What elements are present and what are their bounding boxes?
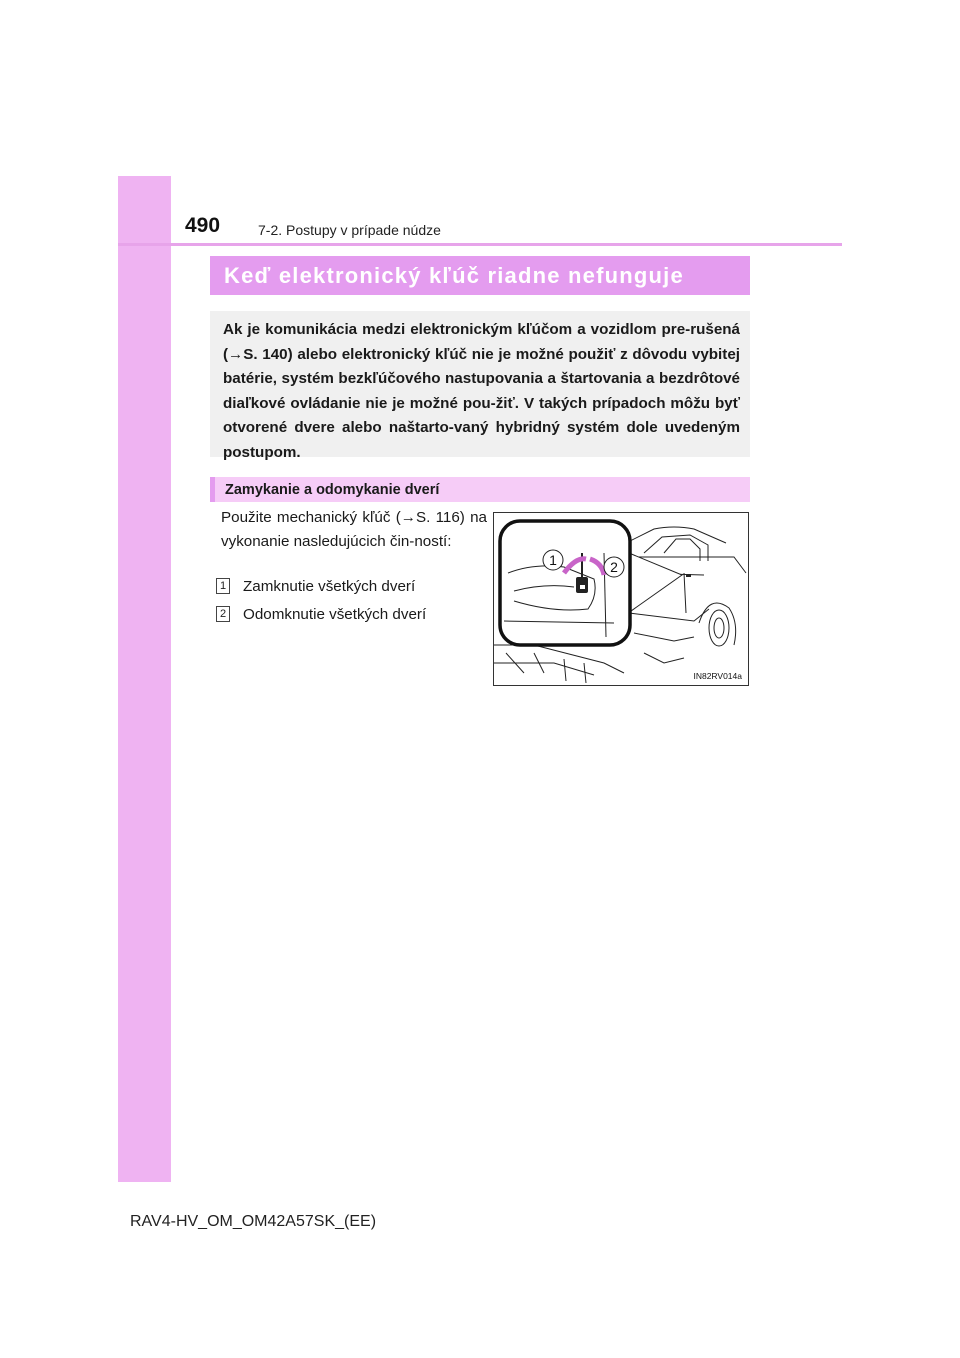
step-text: Zamknutie všetkých dverí: [243, 577, 416, 595]
callout-label: 2: [610, 559, 618, 575]
subsection-body: Použite mechanický kľúč (→S. 116) na vykonanie nasledujúcich čin-ností:: [221, 509, 487, 550]
intro-box: [210, 311, 750, 461]
door-handle-mark: [686, 574, 691, 577]
header-rule: [118, 243, 842, 246]
subsection-title: Zamykanie a odomykanie dverí: [225, 481, 440, 498]
detail-inset: [500, 521, 630, 645]
step-text: Odomknutie všetkých dverí: [243, 605, 427, 623]
step-number-badge: 2: [216, 606, 230, 622]
section-header: 7-2. Postupy v prípade núdze: [258, 222, 441, 238]
title-bar: [210, 256, 750, 295]
intro-text: Ak je komunikácia medzi elektronickým kľúčom a vozidlom pre-rušená (→S. 140) alebo elektronický kľúč nie je možné použiť z dôvodu vybitej batérie, systém bezkľúčového nastupovania a štartovania a bezdrôtové diaľkové ovládanie nie je možné pou-žiť. V takých prípadoch môžu byť otvorené dvere alebo naštarto-vaný hybridný systém dole uvedeným postupom.: [223, 321, 740, 461]
page-number: 490: [185, 214, 221, 237]
door-key-illustration: [493, 512, 749, 686]
document-code: RAV4-HV_OM_OM42A57SK_(EE): [130, 1213, 377, 1230]
subsection-header: [210, 477, 750, 502]
step-number-badge: 1: [216, 578, 230, 594]
step-item: [216, 576, 415, 596]
side-tab: [118, 176, 171, 1182]
step-item: [216, 604, 426, 624]
callout-label: 1: [549, 552, 557, 568]
page-title: Keď elektronický kľúč riadne nefunguje: [224, 262, 684, 288]
figure-code: IN82RV014a: [693, 671, 742, 681]
zoom-connector: [629, 553, 682, 611]
car-door-lock-drawing: [494, 513, 748, 685]
